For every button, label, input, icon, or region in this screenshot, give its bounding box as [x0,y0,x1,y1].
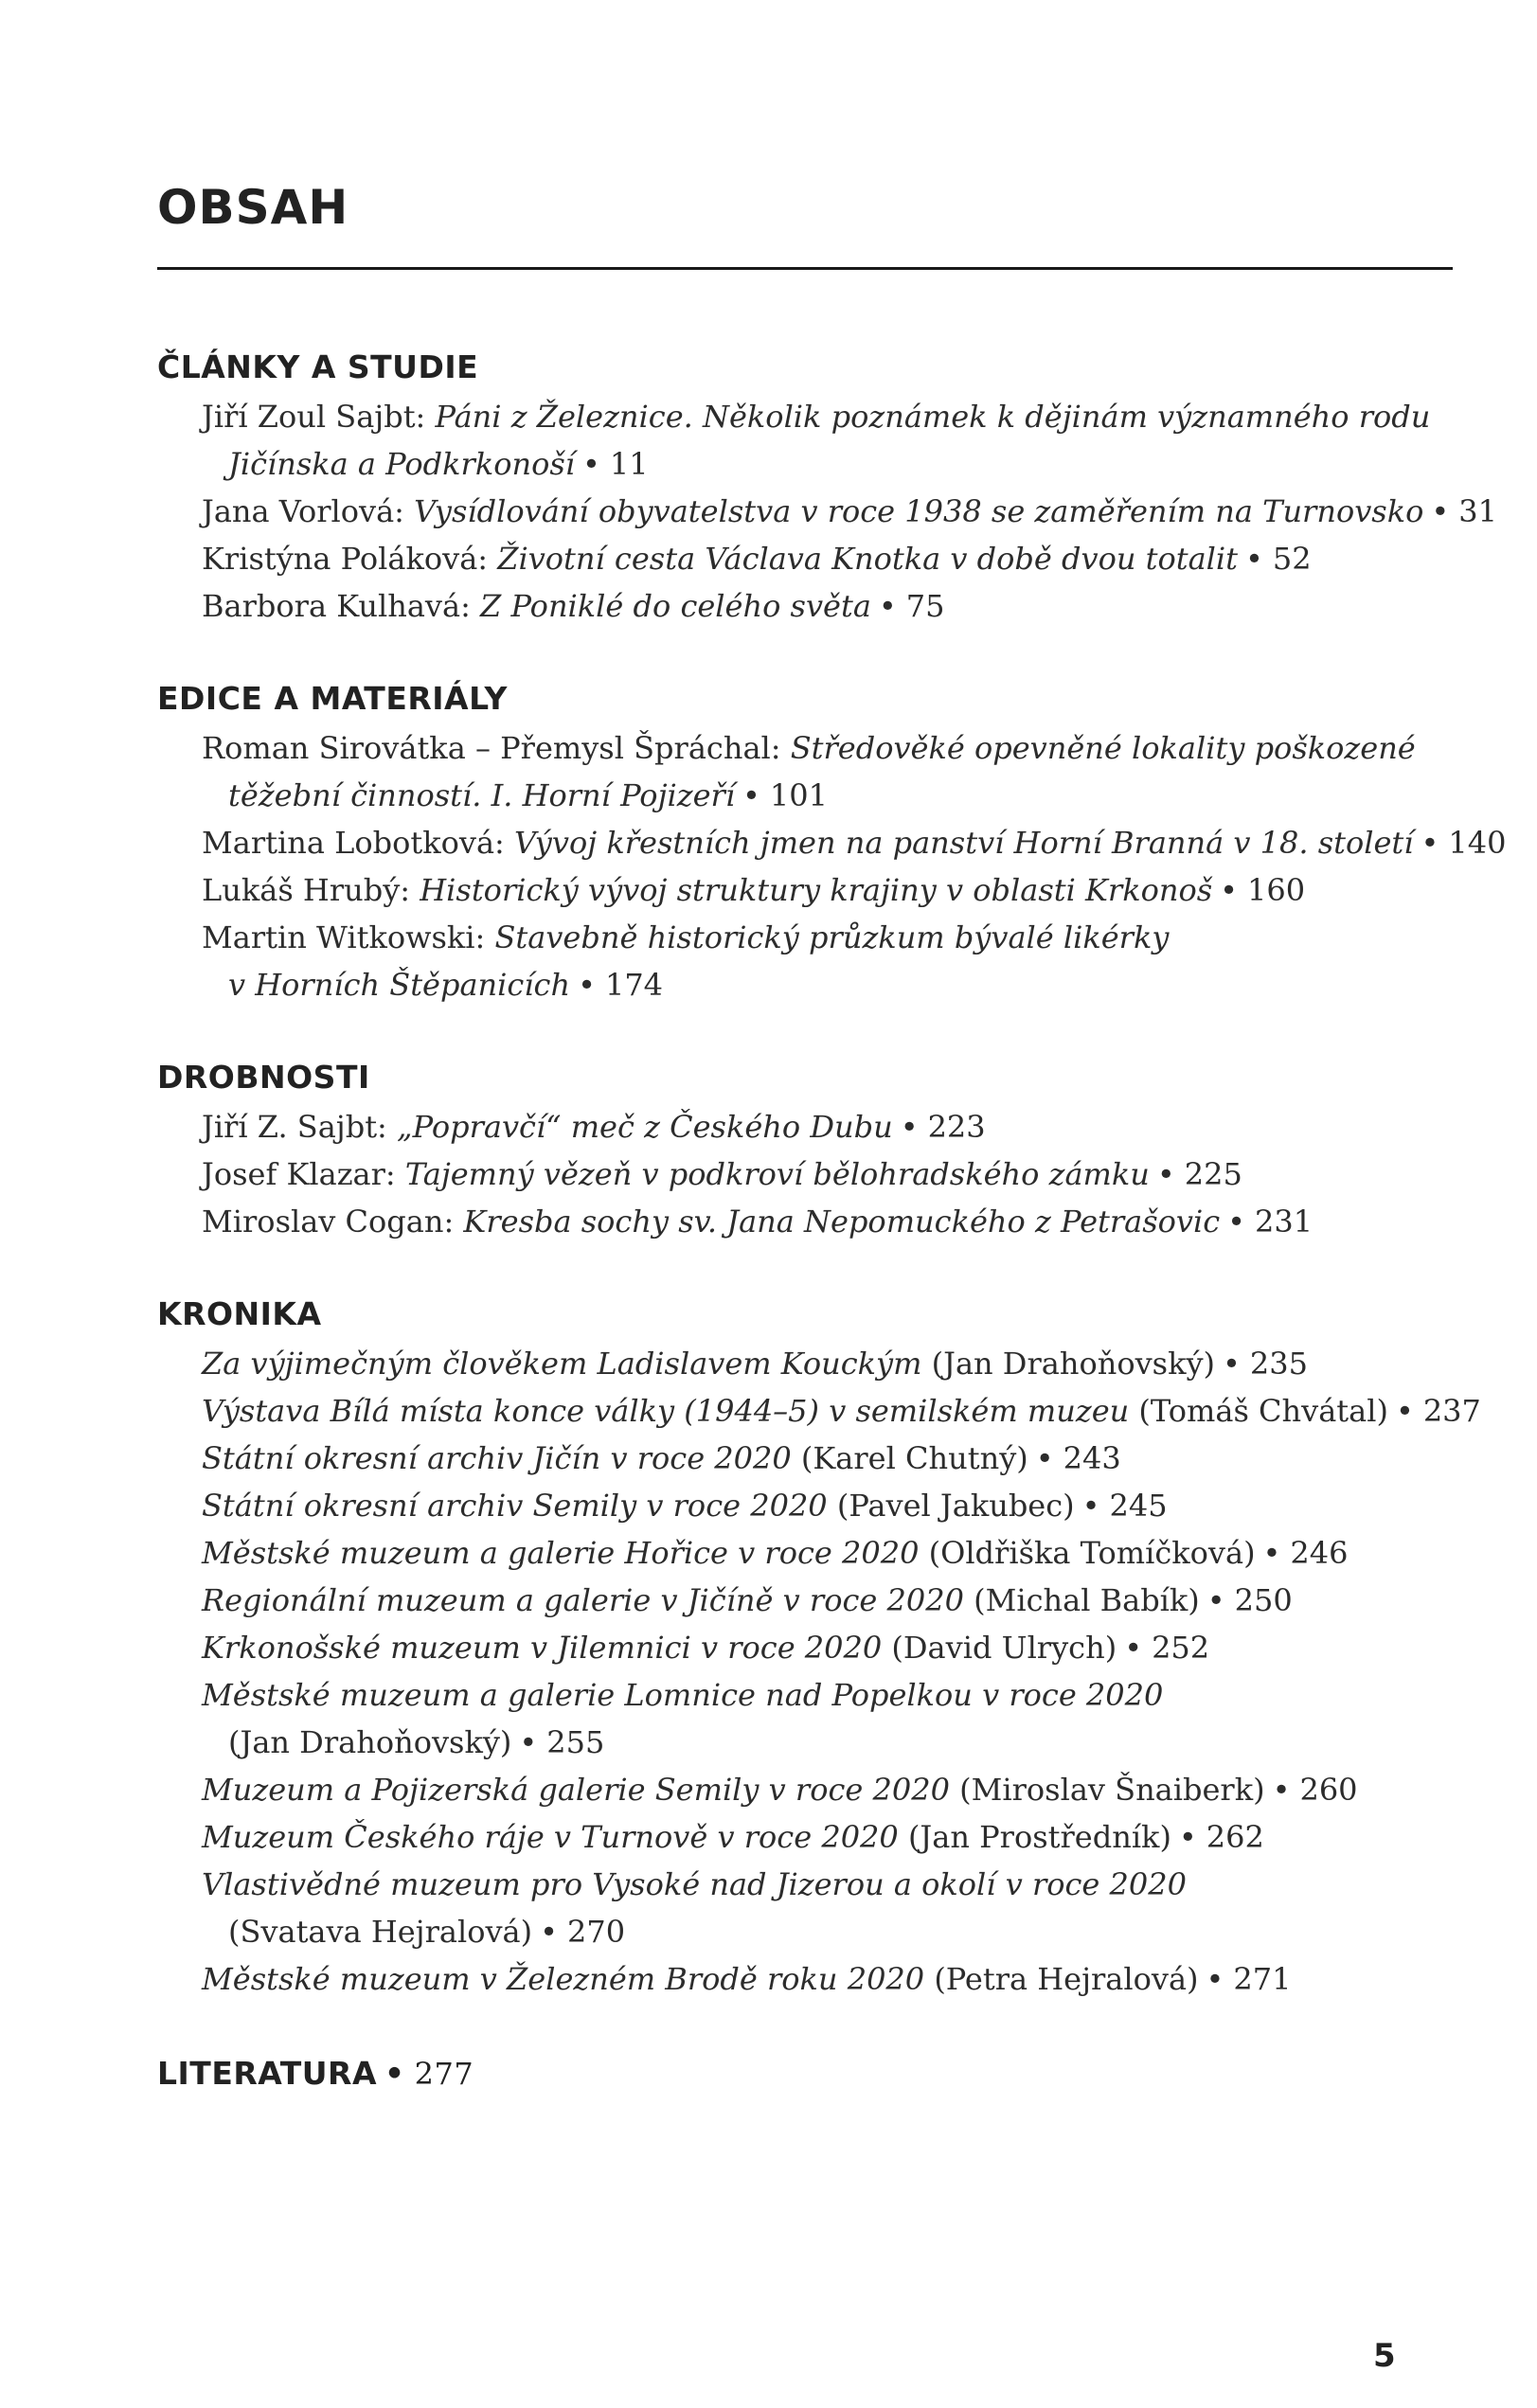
entry-page: 31 [1458,493,1497,529]
entry-title: Životní cesta Václava Knotka v době dvou totalit [497,541,1238,577]
entry-title: Muzeum Českého ráje v Turnově v roce 2020 [202,1819,899,1855]
toc-entry[interactable] [202,1482,1168,1529]
bullet-separator: • [578,967,596,1003]
entry-title: Vlastivědné muzeum pro Vysoké nad Jizerou a okolí v roce 2020 [202,1866,1187,1902]
entry-title: Za výjimečným člověkem Ladislavem Kouckým [202,1346,922,1382]
entry-author: (Karel Chutný) [800,1440,1028,1476]
entry-author: Roman Sirovátka – Přemysl Špráchal: [202,730,781,766]
bullet-separator: • [1178,1819,1197,1855]
entry-title: Městské muzeum a galerie Lomnice nad Popelkou v roce 2020 [202,1677,1164,1713]
toc-entry[interactable] [202,1103,986,1150]
entry-author: (Petra Hejralová) [934,1961,1199,1997]
bullet-separator: • [1227,1204,1246,1240]
entry-page: 255 [546,1724,605,1760]
entry-author: Jiří Z. Sajbt: [202,1109,387,1145]
entry-page: 225 [1184,1156,1242,1192]
entry-author: (Miroslav Šnaiberk) [959,1772,1265,1808]
bullet-separator: • [878,588,897,624]
bullet-separator: • [1395,1393,1414,1429]
entry-title-continued: Jičínska a Podkrkonoší [228,446,575,482]
entry-title: Kresba sochy sv. Jana Nepomuckého z Petrašovic [463,1204,1221,1240]
entry-page: 52 [1272,541,1312,577]
entry-title: Stavebně historický průzkum bývalé likérky [494,919,1170,955]
entry-title-continued: v Horních Štěpanicích [228,967,571,1003]
entry-title: Z Poniklé do celého světa [480,588,871,624]
toc-entry[interactable] [202,819,1506,866]
entry-page: 75 [905,588,945,624]
bullet-separator: • [1262,1535,1281,1571]
section-heading-drobnosti: DROBNOSTI [157,1059,370,1096]
entry-page: 277 [414,2056,474,2092]
entry-title: Historický vývoj struktury krajiny v oblasti Krkonoš [420,872,1213,908]
entry-page: 237 [1422,1393,1481,1429]
entry-author: Josef Klazar: [202,1156,396,1192]
toc-entry[interactable] [202,1766,1358,1813]
bullet-separator: • [582,446,600,482]
entry-author: Martina Lobotková: [202,825,505,861]
entry-title: Státní okresní archiv Jičín v roce 2020 [202,1440,792,1476]
entry-title: Městské muzeum v Železném Brodě roku 2020 [202,1961,925,1997]
toc-entry[interactable] [202,582,944,630]
entry-title: „Popravčí“ meč z Českého Dubu [397,1109,893,1145]
bullet-separator: • [384,2055,405,2092]
entry-author: Martin Witkowski: [202,919,486,955]
section-heading-literatura[interactable] [157,2055,474,2092]
entry-title: Regionální muzeum a galerie v Jičíně v roce 2020 [202,1582,964,1618]
entry-author: (Jan Drahoňovský) [228,1724,512,1760]
entry-title: Vysídlování obyvatelstva v roce 1938 se zaměřením na Turnovsko [414,493,1424,529]
entry-page: 101 [769,777,828,813]
bullet-separator: • [1220,872,1239,908]
entry-page: 140 [1448,825,1507,861]
toc-entry[interactable] [202,1150,1242,1198]
toc-entry[interactable] [202,1435,1121,1482]
bullet-separator: • [1272,1772,1291,1808]
entry-title: Vývoj křestních jmen na panství Horní Branná v 18. století [513,825,1414,861]
entry-author: (Tomáš Chvátal) [1138,1393,1388,1429]
bullet-separator: • [540,1914,558,1950]
toc-entry[interactable] [202,1813,1264,1861]
entry-author: (Jan Prostředník) [907,1819,1171,1855]
entry-page: 231 [1255,1204,1314,1240]
section-heading-clanky: ČLÁNKY A STUDIE [157,348,479,385]
entry-page: 223 [927,1109,986,1145]
entry-page: 250 [1234,1582,1293,1618]
toc-entry[interactable] [202,724,1416,819]
entry-author: Jiří Zoul Sajbt: [202,399,426,435]
toc-entry[interactable] [202,1198,1313,1245]
entry-title: Tajemný vězeň v podkroví bělohradského zámku [404,1156,1150,1192]
page-title: OBSAH [157,180,349,235]
entry-page: 260 [1299,1772,1358,1808]
entry-title: Páni z Železnice. Několik poznámek k dějinám významného rodu [435,399,1431,435]
bullet-separator: • [1206,1582,1225,1618]
title-rule [157,267,1453,270]
toc-entry[interactable] [202,1577,1293,1624]
toc-entry[interactable] [202,1955,1291,2003]
entry-author: (Svatava Hejralová) [228,1914,533,1950]
toc-entry[interactable] [202,393,1430,488]
entry-author: Barbora Kulhavá: [202,588,471,624]
entry-title: Středověké opevněné lokality poškozené [790,730,1416,766]
toc-entry[interactable] [202,535,1312,582]
entry-title-continued: těžební činností. I. Horní Pojizeří [228,777,736,813]
toc-entry[interactable] [202,1624,1209,1671]
bullet-separator: • [1245,541,1263,577]
entry-page: 246 [1290,1535,1349,1571]
toc-entry[interactable] [202,1861,1187,1955]
entry-page: 270 [566,1914,626,1950]
entry-page: 262 [1206,1819,1264,1855]
bullet-separator: • [1223,1346,1241,1382]
section-heading-edice: EDICE A MATERIÁLY [157,680,508,717]
entry-author: Miroslav Cogan: [202,1204,455,1240]
entry-title: Krkonošské muzeum v Jilemnici v roce 2020 [202,1630,883,1666]
entry-title: Výstava Bílá místa konce války (1944–5) v semilském muzeu [202,1393,1130,1429]
toc-entry[interactable] [202,914,1169,1008]
bullet-separator: • [1431,493,1450,529]
entry-page: 243 [1063,1440,1121,1476]
entry-page: 11 [609,446,649,482]
toc-entry[interactable] [202,866,1305,914]
entry-author: Lukáš Hrubý: [202,872,411,908]
entry-author: (Oldřiška Tomíčková) [928,1535,1256,1571]
bullet-separator: • [519,1724,538,1760]
toc-entry[interactable] [202,1387,1481,1435]
bullet-separator: • [1081,1488,1100,1524]
entry-author: (Michal Babík) [974,1582,1200,1618]
entry-author: (Pavel Jakubec) [836,1488,1075,1524]
toc-entry[interactable] [202,1340,1308,1387]
section-heading-kronika: KRONIKA [157,1295,322,1332]
literatura-label: LITERATURA [157,2055,378,2092]
toc-entry[interactable] [202,488,1497,535]
bullet-separator: • [1156,1156,1175,1192]
entry-page: 160 [1247,872,1306,908]
entry-author: (Jan Drahoňovský) [931,1346,1216,1382]
bullet-separator: • [742,777,760,813]
entry-title: Státní okresní archiv Semily v roce 2020 [202,1488,828,1524]
bullet-separator: • [1421,825,1439,861]
page-number: 5 [1373,2337,1396,2375]
toc-entry[interactable] [202,1671,1163,1766]
entry-page: 245 [1109,1488,1168,1524]
entry-author: (David Ulrych) [891,1630,1117,1666]
entry-page: 235 [1249,1346,1308,1382]
entry-page: 271 [1233,1961,1292,1997]
bullet-separator: • [1035,1440,1054,1476]
entry-title: Muzeum a Pojizerská galerie Semily v roce 2020 [202,1772,950,1808]
bullet-separator: • [1206,1961,1224,1997]
entry-page: 174 [604,967,664,1003]
toc-entry[interactable] [202,1529,1349,1577]
bullet-separator: • [900,1109,919,1145]
entry-page: 252 [1152,1630,1210,1666]
entry-title: Městské muzeum a galerie Hořice v roce 2020 [202,1535,920,1571]
entry-author: Jana Vorlová: [202,493,404,529]
entry-author: Kristýna Poláková: [202,541,489,577]
bullet-separator: • [1124,1630,1143,1666]
